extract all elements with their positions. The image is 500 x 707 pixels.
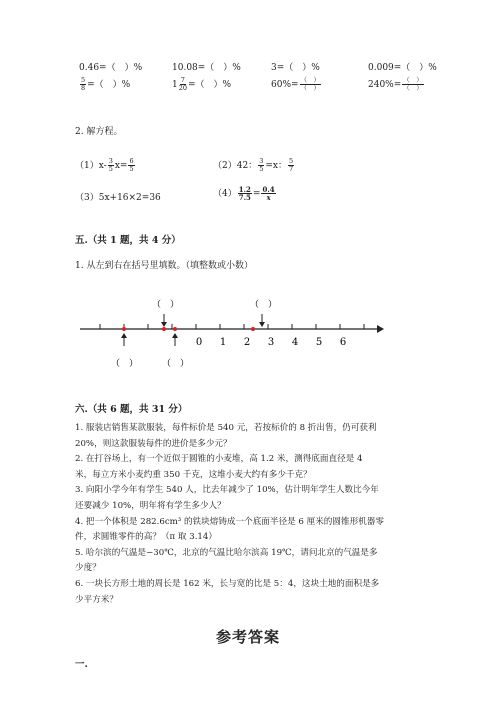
problem-line: 米，每立方米小麦约重 350 千克，这堆小麦大约有多少千克？ <box>75 469 312 480</box>
red-dot-marker <box>162 327 166 331</box>
answer-blank: （ ） <box>152 300 180 310</box>
calc-item-5: $\frac{5}{8}$ =（ ）% <box>81 76 131 92</box>
down-arrow-icon <box>259 314 265 327</box>
tick-label: 2 <box>243 337 251 348</box>
answer-blank: （ ） <box>111 359 139 369</box>
equations-heading: 2. 解方程。 <box>75 127 123 137</box>
red-dot-marker <box>122 327 126 331</box>
number-line-tick-labels <box>196 337 346 348</box>
equation-3: （3）5x+16×2=36 <box>75 193 161 203</box>
tick-label: 5 <box>315 337 323 348</box>
section6-title: 六.（共 6 题，共 31 分） <box>75 404 188 415</box>
problem-line: 还要减少 10%，明年将有学生多少人？ <box>75 500 226 511</box>
answers-section-one: 一. <box>75 659 88 670</box>
calc-item-8: 240%= $\frac{( )}{( )}$ <box>368 76 423 92</box>
tick-label: 0 <box>195 337 203 348</box>
problem-line: 6. 一块长方形土地的周长是 162 米，长与宽的比是 5：4，这块土地的面积是多 <box>75 578 380 589</box>
number-line <box>70 293 390 373</box>
problem-line: 4. 把一个体积是 282.6cm³ 的铁块熔铸成一个底面半径是 6 厘米的圆锥形机器零 <box>75 516 384 527</box>
calc-item-4: 0.009=（ ）% <box>368 63 437 73</box>
problem-line: 20%，则这款服装每件的进价是多少元？ <box>75 438 232 449</box>
number-line-ticks <box>100 324 364 329</box>
tick-label: 6 <box>339 337 347 348</box>
problem-line: 少度？ <box>75 563 101 574</box>
tick-label: 1 <box>219 337 227 348</box>
section5-title: 五.（共 1 题，共 4 分） <box>75 235 181 246</box>
problem-line: 3. 向阳小学今年有学生 540 人，比去年减少了 10%，估计明年学生人数比今年 <box>75 485 379 496</box>
equation-4: （4） $\frac{1.2}{7.5}$ = $\frac{0.4}{x}$ <box>213 185 275 202</box>
problem-line: 少平方米？ <box>75 594 118 605</box>
calc-item-7: 60%= $\frac{( )}{( )}$ <box>271 76 321 92</box>
problem-line: 件，求圆锥零件的高？（π 取 3.14） <box>75 532 217 543</box>
equation-2: （2）42： $\frac{3}{5}$ =x： $\frac{5}{7}$ <box>213 157 294 173</box>
tick-label: 3 <box>267 337 275 348</box>
tick-label: 4 <box>291 337 299 348</box>
answer-blank: （ ） <box>162 359 190 369</box>
calc-item-1: 0.46=（ ）% <box>79 63 143 73</box>
problem-line: 2. 在打谷场上，有一个近似于圆锥的小麦堆，高 1.2 米，测得底面直径是 4 <box>75 454 363 465</box>
problem-line: 1. 服装店销售某款服装，每件标价是 540 元，若按标价的 8 折出售，仍可获利 <box>75 423 377 433</box>
up-arrow-icon <box>121 333 127 346</box>
red-dot-marker <box>173 327 177 331</box>
section6-problems <box>75 421 384 608</box>
problem-line: 5. 哈尔滨的气温是−30℃，北京的气温比哈尔滨高 19℃，请问北京的气温是多 <box>75 547 378 558</box>
calc-item-3: 3=（ ）% <box>271 63 320 73</box>
equation-1: （1）x- $\frac{3}{5}$ x= $\frac{6}{5}$ <box>75 157 134 173</box>
section5-question: 1. 从左到右在括号里填数。（填整数或小数） <box>75 261 253 271</box>
calc-item-6: 1 $\frac{7}{20}$ =（ ）% <box>172 76 232 92</box>
answers-title: 参考答案 <box>216 628 281 646</box>
calc-item-2: 10.08=（ ）% <box>172 63 241 73</box>
red-dot-marker <box>251 327 255 331</box>
down-arrow-icon <box>161 314 167 327</box>
up-arrow-icon <box>172 333 178 346</box>
answer-blank: （ ） <box>250 300 278 310</box>
